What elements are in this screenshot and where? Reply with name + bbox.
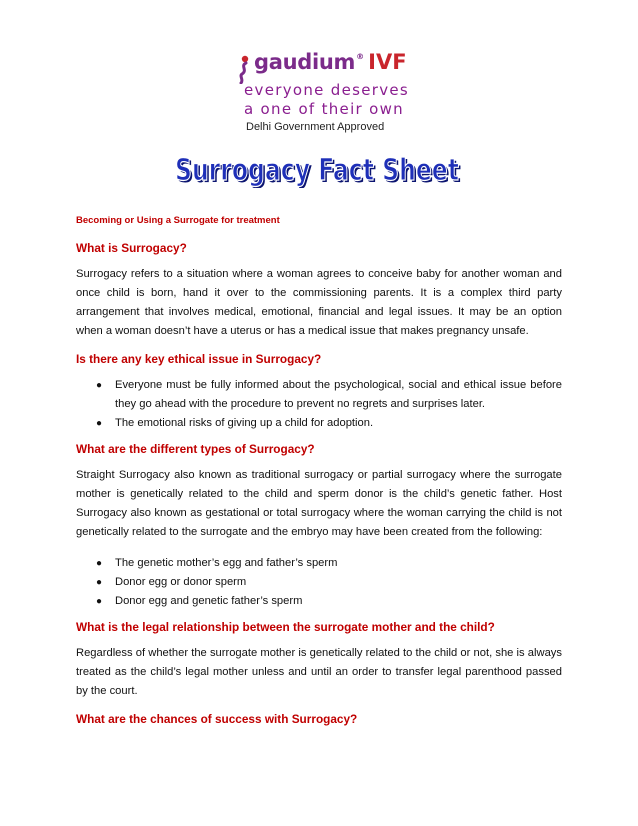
document-title <box>172 148 462 188</box>
section-paragraph: Regardless of whether the surrogate mother is genetically related to the child or not, she is always treated as the child’s legal mother unless and until an order to transfer legal parenthood passed by the court. <box>76 647 562 697</box>
list-item <box>94 573 562 592</box>
tagline-line-2: a one of their own <box>244 100 404 118</box>
bullet-icon: ● <box>96 380 103 391</box>
list-item-text: Everyone must be fully informed about the psychological, social and ethical issue before they go ahead with the procedure to prevent no regrets and surprises later. <box>115 379 562 410</box>
section-heading: What are the different types of Surrogacy? <box>76 442 315 456</box>
title-graphic <box>172 148 462 188</box>
section-heading: What are the chances of success with Surrogacy? <box>76 712 358 726</box>
bullet-list <box>76 376 562 433</box>
section-heading: What is the legal relationship between the surrogate mother and the child? <box>76 620 495 634</box>
registered-mark: ® <box>356 52 365 61</box>
bullet-icon: ● <box>96 577 103 588</box>
section-paragraph: Surrogacy refers to a situation where a woman agrees to conceive baby for another woman and once child is born, hand it over to the commissioning parents. It is a complex third party arrangement that involves medical, emotional, financial and legal issues. It may be an option when a woman doesn’t have a uterus or has a medical issue that makes pregnancy unsafe. <box>76 268 562 337</box>
brand-suffix: IVF <box>368 50 407 74</box>
list-item <box>94 554 562 573</box>
bullet-icon: ● <box>96 558 103 569</box>
figure-logo-icon <box>236 54 252 84</box>
list-item-text: The emotional risks of giving up a child for adoption. <box>115 417 374 429</box>
list-item-text: Donor egg or donor sperm <box>115 576 247 588</box>
bullet-list <box>76 554 562 611</box>
tagline-line-1: everyone deserves <box>244 81 410 99</box>
brand-logo <box>236 48 436 144</box>
title-text: Surrogacy Fact Sheet <box>175 153 459 188</box>
list-item-text: The genetic mother’s egg and father’s sperm <box>115 557 338 569</box>
section-paragraph: Straight Surrogacy also known as traditional surrogacy or partial surrogacy where the surrogate mother is genetically related to the child and sperm donor is the child’s genetic father. Host Surrogacy also known as gestational or total surrogacy where the woman carrying the child is not genetically related to the surrogate and the embryo may have been created from the following: <box>76 469 562 538</box>
brand-wordmark <box>254 50 407 74</box>
bullet-icon: ● <box>96 596 103 607</box>
list-item <box>94 592 562 611</box>
title-shadow-text: Surrogacy Fact Sheet <box>177 155 461 188</box>
document-body <box>76 214 562 736</box>
brand-name: gaudium <box>254 50 356 74</box>
approval-note: Delhi Government Approved <box>246 121 385 133</box>
section-heading: What is Surrogacy? <box>76 241 187 255</box>
list-item <box>94 414 562 433</box>
document-subheading: Becoming or Using a Surrogate for treatment <box>76 215 280 226</box>
list-item <box>94 376 562 414</box>
bullet-icon: ● <box>96 418 103 429</box>
section-heading: Is there any key ethical issue in Surrogacy? <box>76 352 322 366</box>
list-item-text: Donor egg and genetic father’s sperm <box>115 595 303 607</box>
